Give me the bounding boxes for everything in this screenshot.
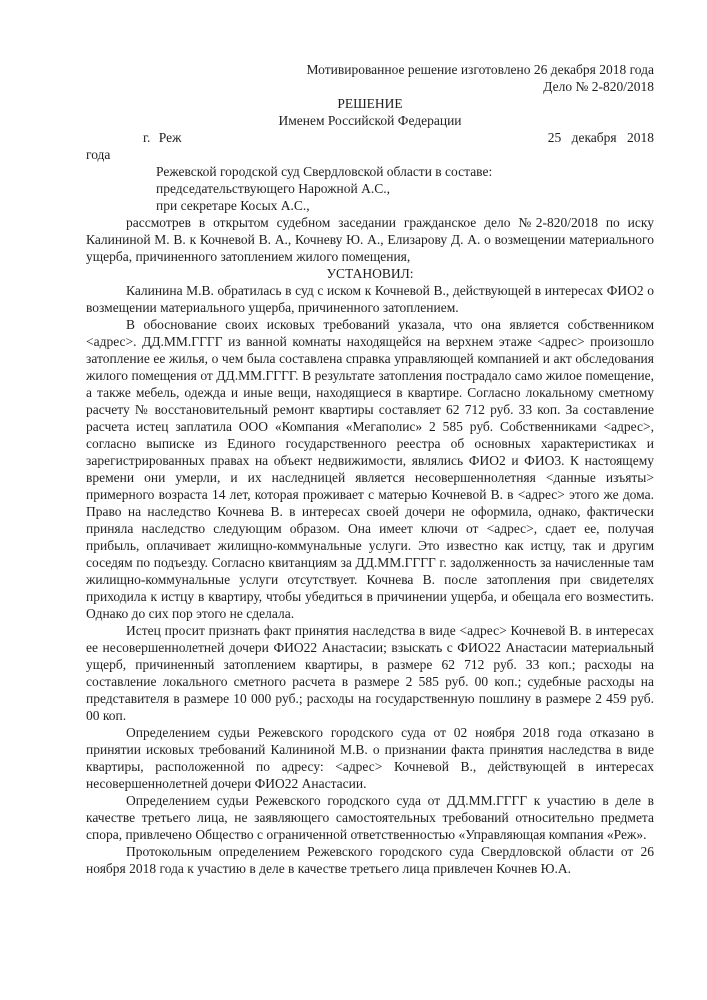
document-subtitle: Именем Российской Федерации xyxy=(278,113,462,128)
body-paragraph-third-party-kochnev: Протокольным определением Режевского городского суда Свердловской области от 26 ноября 2018 года к участию в деле в качестве третьего лица привлечен Кочнев Ю.А. xyxy=(86,844,654,876)
motivated-decision-line: Мотивированное решение изготовлено 26 декабря 2018 года xyxy=(306,62,654,77)
city-label: г. Реж xyxy=(143,130,182,145)
body-paragraph-grounds: В обоснование своих исковых требований указала, что она является собственником <адрес>. ДД.ММ.ГГГГ из ванной комнаты находящейся на верхнем этаже <адрес> произошло затопление ее жилья, о чем была составлена справка управляющей компанией и акт обследования жилого помещения от ДД.ММ.ГГГГ. В результате затопления пострадало само жилое помещение, а также мебель, одежда и иные вещи, находящиеся в квартире. Согласно локальному сметному расчету № восстановительный ремонт квартиры составляет 62 712 руб. 33 коп. За составление расчета истец заплатила ООО «Компания «Мегаполис» 2 585 руб. Собственниками <адрес>, согласно выписке из Единого государственного реестра об основных характеристиках и зарегистрированных правах на объект недвижимости, являлись ФИО2 и ФИО3. К настоящему времени они умерли, и их наследницей является несовершеннолетняя <данные изъяты> примерного возраста 14 лет, которая проживает с матерью Кочневой В. в <адрес> этого же дома. Право на наследство Кочнева В. в интересах своей дочери не оформила, однако, фактически приняла наследство следующим образом. Она имеет ключи от <адрес>, сдает ее, получая прибыль, оплачивает жилищно-коммунальные услуги. Это известно как истцу, так и другим соседям по подъезду. Согласно квитанциям за ДД.ММ.ГГГГ г. задолженность за начисленные там жилищно-коммунальные услуги отсутствует. Кочнева В. после затопления при свидетелях приходила к истцу в квартиру, чтобы убедиться в причинении ущерба, и обещала его возместить. Однако до сих пор этого не сделала. xyxy=(86,317,654,621)
body-paragraph-demands: Истец просит признать факт принятия наследства в виде <адрес> Кочневой В. в интересах ее несовершеннолетней дочери ФИО22 Анастасии; взыскать с ФИО22 Анастасии материальный ущерб, причиненный затоплением квартиры, в размере 62 712 руб. 33 коп.; расходы на составление локального сметного расчета в размере 2 585 руб. 00 коп.; судебные расходы на представителя в размере 10 000 руб.; расходы на государственную пошлину в размере 2 459 руб. 00 коп. xyxy=(86,623,654,723)
case-review-paragraph: рассмотрев в открытом судебном заседании гражданское дело №2-820/2018 по иску Калининой М. В. к Кочневой В. А., Кочневу Ю. А., Елизарову Д. А. о возмещении материального ущерба, причиненного затоплением жилого помещения, xyxy=(86,215,654,264)
body-paragraph-ruling-nov02: Определением судьи Режевского городского суда от 02 ноября 2018 года отказано в принятии исковых требований Калининой М.В. о признании факта принятия наследства в виде квартиры, расположенной по адресу: <адрес> Кочневой В., действующей в интересах несовершеннолетней дочери ФИО22 Анастасии. xyxy=(86,725,654,791)
secretary-line: при секретаре Косых А.С., xyxy=(156,198,310,213)
established-heading: УСТАНОВИЛ: xyxy=(326,266,414,281)
date-overflow-line: года xyxy=(86,147,111,162)
document-title: РЕШЕНИЕ xyxy=(337,96,403,111)
body-paragraph-third-party-uk: Определением судьи Режевского городского суда от ДД.ММ.ГГГГ к участию в деле в качестве третьего лица, не заявляющего самостоятельных требований относительно предмета спора, привлечено Общество с ограниченной ответственностью «Управляющая компания «Реж». xyxy=(86,793,654,842)
court-name-line: Режевской городской суд Свердловской области в составе: xyxy=(156,164,493,179)
presiding-judge-line: председательствующего Нарожной А.С., xyxy=(156,181,390,196)
document-text-block xyxy=(86,61,654,877)
decision-date: 25 декабря 2018 xyxy=(547,130,654,145)
city-date-line xyxy=(86,129,654,146)
case-number-line: Дело № 2-820/2018 xyxy=(543,79,654,94)
body-paragraph-claim: Калинина М.В. обратилась в суд с иском к Кочневой В., действующей в интересах ФИО2 о возмещении материального ущерба, причиненного затоплением. xyxy=(86,283,654,315)
